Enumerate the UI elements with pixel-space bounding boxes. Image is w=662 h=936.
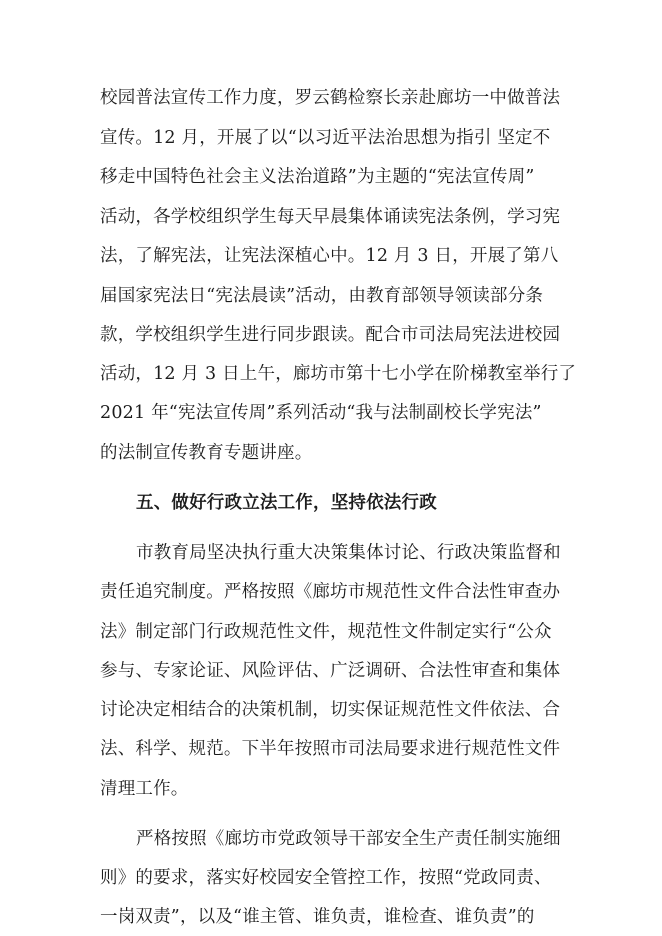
paragraph-1-line: 的法制宣传教育专题讲座。 (100, 443, 313, 463)
paragraph-1-line: 款，学校组织学生进行同步跟读。配合市司法局宪法进校园 (100, 325, 561, 345)
paragraph-1-line: 活动，各学校组织学生每天早晨集体诵读宪法条例，学习宪 (100, 207, 561, 227)
paragraph-3-line: 一岗双责”，以及“谁主管、谁负责，谁检查、谁负责”的 (100, 907, 535, 927)
section-heading: 五、做好行政立法工作，坚持依法行政 (136, 493, 437, 513)
paragraph-3-line: 则》的要求，落实好校园安全管控工作，按照“党政同责、 (100, 868, 552, 888)
paragraph-2-line: 法》制定部门行政规范性文件，规范性文件制定实行“公众 (100, 622, 552, 642)
paragraph-1-line: 法，了解宪法，让宪法深植心中。12 月 3 日，开展了第八 (100, 246, 559, 266)
paragraph-1-line: 2021 年“宪法宣传周”系列活动“我与法制副校长学宪法” (100, 403, 542, 423)
paragraph-3-line: 严格按照《廊坊市党政领导干部安全生产责任制实施细 (136, 829, 561, 849)
paragraph-2-line: 参与、专家论证、风险评估、广泛调研、合法性审查和集体 (100, 661, 561, 681)
paragraph-1-line: 届国家宪法日“宪法晨读”活动，由教育部领导领读部分条 (100, 286, 544, 306)
paragraph-2-line: 清理工作。 (100, 779, 189, 799)
paragraph-1-line: 校园普法宣传工作力度，罗云鹤检察长亲赴廊坊一中做普法 (100, 88, 561, 108)
paragraph-2-line: 讨论决定相结合的决策机制，切实保证规范性文件依法、合 (100, 700, 561, 720)
paragraph-2-line: 法、科学、规范。下半年按照市司法局要求进行规范性文件 (100, 739, 561, 759)
paragraph-2-line: 市教育局坚决执行重大决策集体讨论、行政决策监督和 (136, 543, 561, 563)
paragraph-1-line: 移走中国特色社会主义法治道路”为主题的“宪法宣传周” (100, 167, 535, 187)
paragraph-1-line: 活动，12 月 3 日上午，廊坊市第十七小学在阶梯教室举行了 (100, 364, 577, 384)
paragraph-1-line: 宣传。12 月，开展了以“以习近平法治思想为指引 坚定不 (100, 128, 551, 148)
paragraph-2-line: 责任追究制度。严格按照《廊坊市规范性文件合法性审查办 (100, 582, 561, 602)
